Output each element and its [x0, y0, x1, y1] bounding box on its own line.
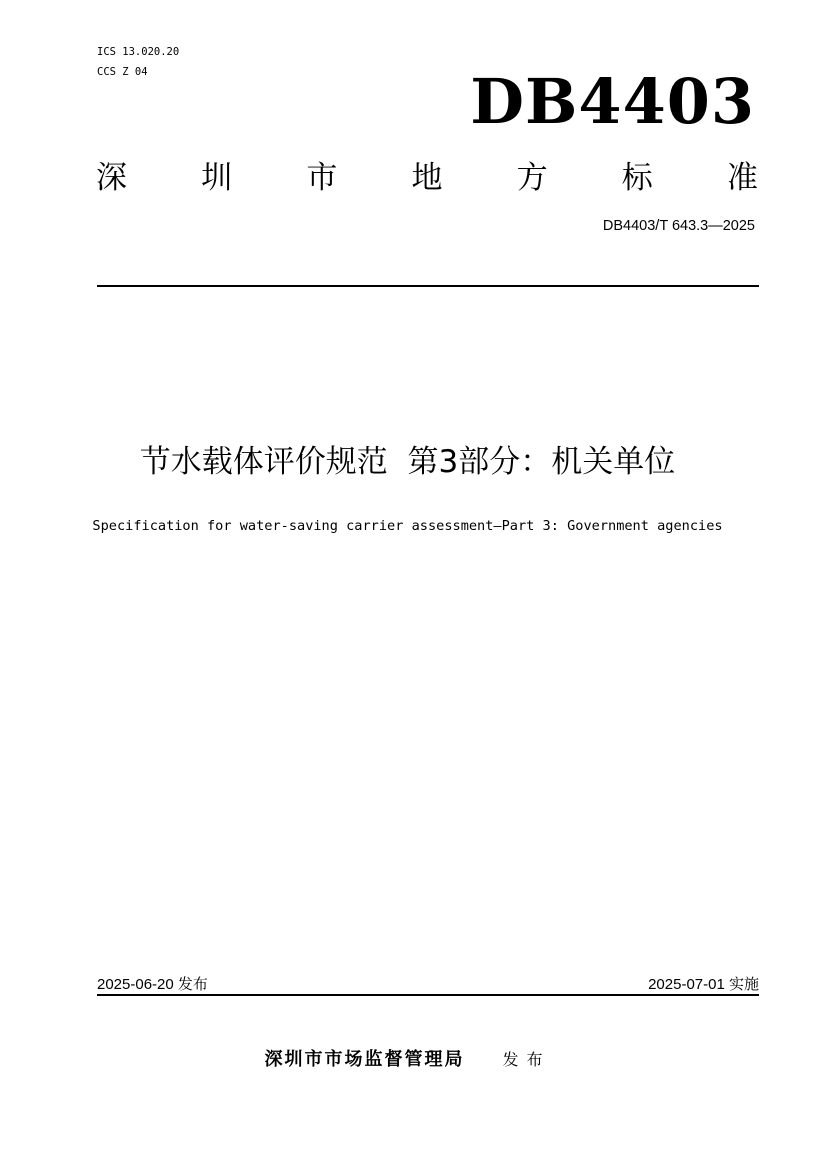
- standard-type-char: 方: [516, 160, 548, 196]
- ics-code: ICS 13.020.20: [97, 46, 180, 58]
- standard-mark: DB4403: [470, 65, 755, 138]
- header-divider: [97, 285, 759, 287]
- issuer-action: 发布: [502, 1050, 551, 1069]
- title-english: Specification for water-saving carrier assessment—Part 3: Government agencies: [92, 518, 723, 534]
- standard-type-char: 标: [621, 160, 653, 196]
- issuer-organization: 深圳市市场监督管理局: [264, 1049, 465, 1070]
- footer-divider: [97, 994, 759, 996]
- standard-type-char: 深: [96, 160, 127, 196]
- classification-codes: [97, 42, 179, 82]
- standard-type-char: 准: [726, 160, 758, 196]
- ccs-code: CCS Z 04: [97, 66, 148, 78]
- standard-type-char: 圳: [201, 160, 233, 196]
- publish-date: 2025-06-20 发布: [97, 976, 208, 993]
- title-chinese: 节水载体评价规范 第3部分：机关单位: [139, 444, 676, 480]
- implement-date: 2025-07-01 实施: [648, 976, 759, 993]
- standard-type-char: 地: [411, 160, 443, 196]
- standard-type-heading: [96, 156, 758, 200]
- standard-number: DB4403/T 643.3—2025: [602, 218, 755, 234]
- issuer-line: [0, 1046, 815, 1074]
- standard-type-char: 市: [306, 160, 338, 196]
